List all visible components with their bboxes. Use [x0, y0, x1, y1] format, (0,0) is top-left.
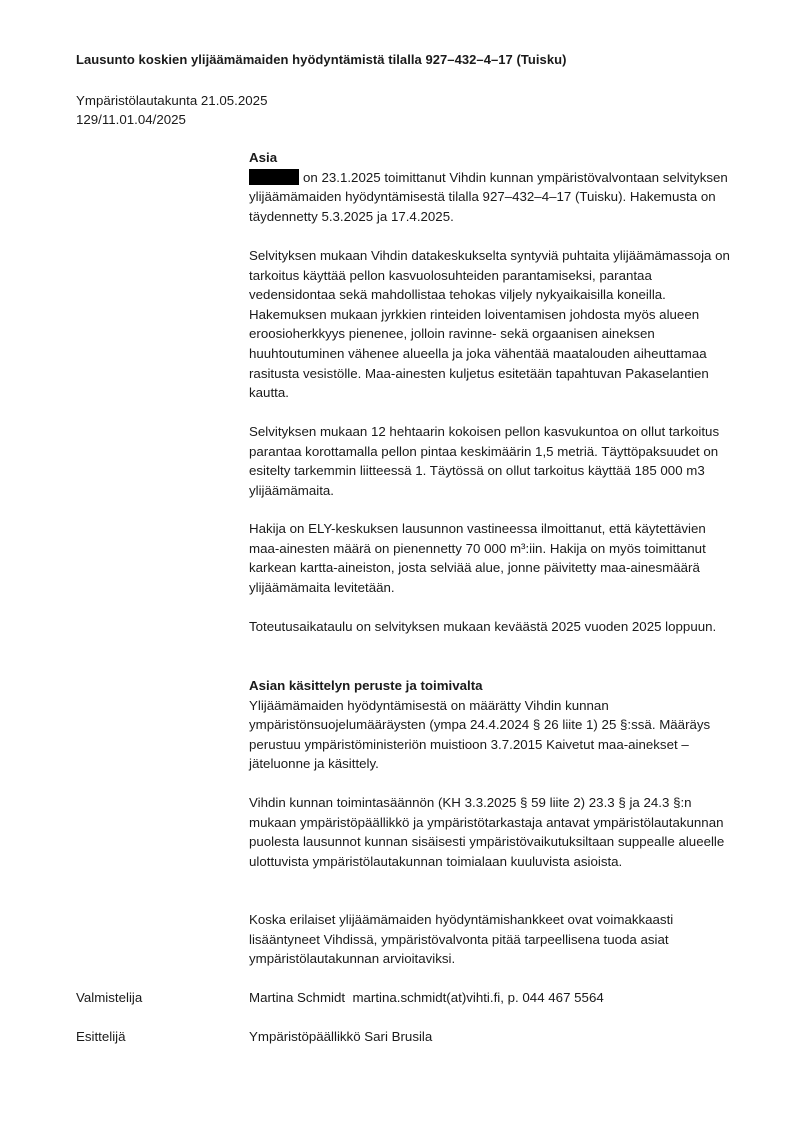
redacted-name-block [249, 169, 299, 185]
asia-paragraph-4: Hakija on ELY-keskuksen lausunnon vastineessa ilmoittanut, että käytettävien maa-ainesten määrä on pienennetty 70 000 m³:iin. Hakija on myös toimittanut karkean kartta-aineiston, josta selviää alue, jonne päivitetty maa-ainesmäärä ylijäämämaita levitetään. [249, 521, 706, 595]
board-date: Ympäristölautakunta 21.05.2025 [76, 93, 268, 108]
asia-paragraph-1-text: on 23.1.2025 toimittanut Vihdin kunnan ympäristövalvontaan selvityksen ylijäämämaiden hyödyntämisestä tilalla 927–432–4–17 (Tuisku). Hakemusta on täydennetty 5.3.2025 ja 17.4.2025. [249, 169, 728, 224]
section-peruste [249, 676, 739, 774]
peruste-paragraph-3: Koska erilaiset ylijäämämaiden hyödyntämishankkeet ovat voimakkaasti lisääntyneet Vihdissä, ympäristövalvonta pitää tarpeellisena tuoda asiat ympäristölautakunnan arvioitaviksi. [249, 912, 674, 967]
peruste-paragraph-1: Ylijäämämaiden hyödyntämisestä on määrätty Vihdin kunnan ympäristönsuojelumääräysten (ympa 24.4.2024 § 26 liite 1) 25 §:ssä. Määräys perustuu ympäristöministeriön muistioon 3.7.2015 Kaivetut maa-ainekset – jäteluonne ja käsittely. [249, 697, 711, 772]
esittelija-value: Ympäristöpäällikkö Sari Brusila [249, 1029, 433, 1044]
page-title: Lausunto koskien ylijäämämaiden hyödyntämistä tilalla 927–432–4–17 (Tuisku) [76, 52, 567, 67]
esittelija-label: Esittelijä [76, 1029, 126, 1044]
asia-paragraph-2: Selvityksen mukaan Vihdin datakeskukselta syntyviä puhtaita ylijäämämassoja on tarkoitus käyttää pellon kasvuolosuhteiden parantamiseksi, parantaa vedensidontaa sekä mahdollistaa tehokas viljely nykyaikaisilla koneilla. Hakemuksen mukaan jyrkkien rinteiden loiventamisen johdosta myös alueen eroosioherkkyys pienenee, jolloin ravinne- sekä orgaanisen aineksen huuhtoutuminen vähenee alueella ja joka vähentää maatalouden aiheuttamaa rasitusta vesistölle. Maa-ainesten kuljetus esitetään tapahtuvan Pakaselantien kautta. [249, 248, 730, 401]
asia-heading: Asia [249, 150, 278, 165]
peruste-paragraph-2: Vihdin kunnan toimintasäännön (KH 3.3.2025 § 59 liite 2) 23.3 § ja 24.3 §:n mukaan ympäristöpäällikkö ja ympäristötarkastaja antavat ympäristölautakunnan puolesta lausunnot kunnan sisäisesti ympäristövaikutuksiltaan suppealle alueelle ulottuvista ympäristölautakunnan toimialaan kuuluvista asioista. [249, 795, 725, 869]
esittelija-row [76, 1027, 756, 1047]
valmistelija-row [76, 988, 756, 1008]
peruste-heading: Asian käsittelyn peruste ja toimivalta [249, 678, 483, 693]
meta-block [76, 91, 267, 129]
valmistelija-value: Martina Schmidt martina.schmidt(at)vihti.fi, p. 044 467 5564 [249, 990, 604, 1005]
asia-paragraph-3: Selvityksen mukaan 12 hehtaarin kokoisen pellon kasvukuntoa on ollut tarkoitus parantaa korottamalla pellon pintaa keskimäärin 1,5 metriä. Täyttöpaksuudet on esitelty tarkemmin liitteessä 1. Täytössä on ollut tarkoitus käyttää 185 000 m3 ylijäämämaita. [249, 424, 720, 498]
section-asia [249, 148, 739, 226]
valmistelija-label: Valmistelija [76, 990, 143, 1005]
asia-paragraph-5: Toteutusaikataulu on selvityksen mukaan keväästä 2025 vuoden 2025 loppuun. [249, 619, 717, 634]
reference-number: 129/11.01.04/2025 [76, 112, 186, 127]
asia-paragraph-1 [249, 168, 739, 227]
